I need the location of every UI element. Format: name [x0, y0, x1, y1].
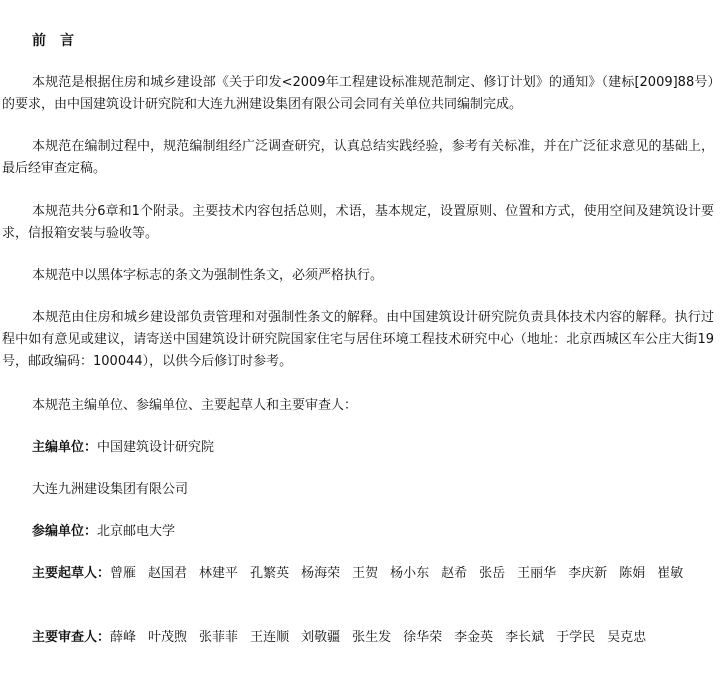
paragraph-units-intro: 本规范主编单位、参编单位、主要起草人和主要审查人：: [32, 398, 358, 413]
reviewer-name: 于学民: [556, 630, 596, 645]
chief-editor-label: 主编单位：: [32, 440, 98, 455]
paragraph-management: 本规范由住房和城乡建设部负责管理和对强制性条文的解释。由中国建筑设计研究院负责具体技术内容的解释。执行过程中如有意见或建议，请寄送中国建筑设计研究院国家住宅与居住环境工程技术研究中心（地址：北京西城区车公庄大街19号，邮政编码：100044），以供今后修订时参考。: [2, 310, 714, 369]
participant-line: [32, 521, 175, 543]
reviewers-label: 主要审查人：: [32, 630, 111, 645]
paragraph-process: 本规范在编制过程中，规范编制组经广泛调查研究，认真总结实践经验，参考有关标准，并在广泛征求意见的基础上，最后经审查定稿。: [2, 139, 714, 176]
drafter-name: 王丽华: [517, 566, 557, 581]
participant-value: 北京邮电大学: [97, 524, 176, 539]
drafter-name: 孔繁英: [250, 566, 290, 581]
participant-label: 参编单位：: [32, 524, 98, 539]
drafter-name: 陈娟: [619, 566, 646, 581]
reviewer-name: 薛峰: [110, 630, 137, 645]
paragraph-contents: 本规范共分6章和1个附录。主要技术内容包括总则，术语，基本规定，设置原则、位置和方式，使用空间及建筑设计要求，信报箱安装与验收等。: [2, 204, 714, 241]
drafter-name: 李庆新: [568, 566, 608, 581]
reviewer-name: 叶茂煦: [148, 630, 188, 645]
drafter-name: 赵希: [441, 566, 468, 581]
chief-editor-value: 中国建筑设计研究院: [97, 440, 215, 455]
drafter-name: 崔敏: [657, 566, 684, 581]
reviewer-name: 李金英: [454, 630, 494, 645]
reviewer-name: 王连顺: [250, 630, 290, 645]
drafter-name: 杨小东: [390, 566, 430, 581]
paragraph-basis: 本规范是根据住房和城乡建设部《关于印发<2009年工程建设标准规范制定、修订计划》的通知》（建标[2009]88号）的要求，由中国建筑设计研究院和大连九洲建设集团有限公司会同有关单位共同编制完成。: [2, 75, 714, 112]
reviewer-name: 徐华荣: [403, 630, 443, 645]
reviewer-name: 刘敬疆: [301, 630, 341, 645]
title-part-1: 前: [32, 33, 46, 49]
reviewer-name: 李长斌: [505, 630, 545, 645]
reviewers-line: [2, 627, 714, 649]
reviewer-name: 张生发: [352, 630, 392, 645]
reviewer-name: 吴克忠: [607, 630, 647, 645]
chief-editor-second: 大连九洲建设集团有限公司: [32, 482, 189, 497]
drafter-name: 杨海荣: [301, 566, 341, 581]
drafter-name: 曾雁: [110, 566, 137, 581]
drafters-label: 主要起草人：: [32, 566, 111, 581]
title-part-2: 言: [60, 33, 74, 49]
drafter-name: 林建平: [199, 566, 239, 581]
drafter-name: 王贺: [352, 566, 379, 581]
chief-editor-line: [32, 437, 214, 459]
drafter-name: 张岳: [479, 566, 506, 581]
drafter-name: 赵国君: [148, 566, 188, 581]
page-title: [32, 30, 74, 50]
paragraph-mandatory: 本规范中以黑体字标志的条文为强制性条文，必须严格执行。: [32, 268, 384, 283]
drafters-line: [2, 563, 714, 585]
reviewer-name: 张菲菲: [199, 630, 239, 645]
